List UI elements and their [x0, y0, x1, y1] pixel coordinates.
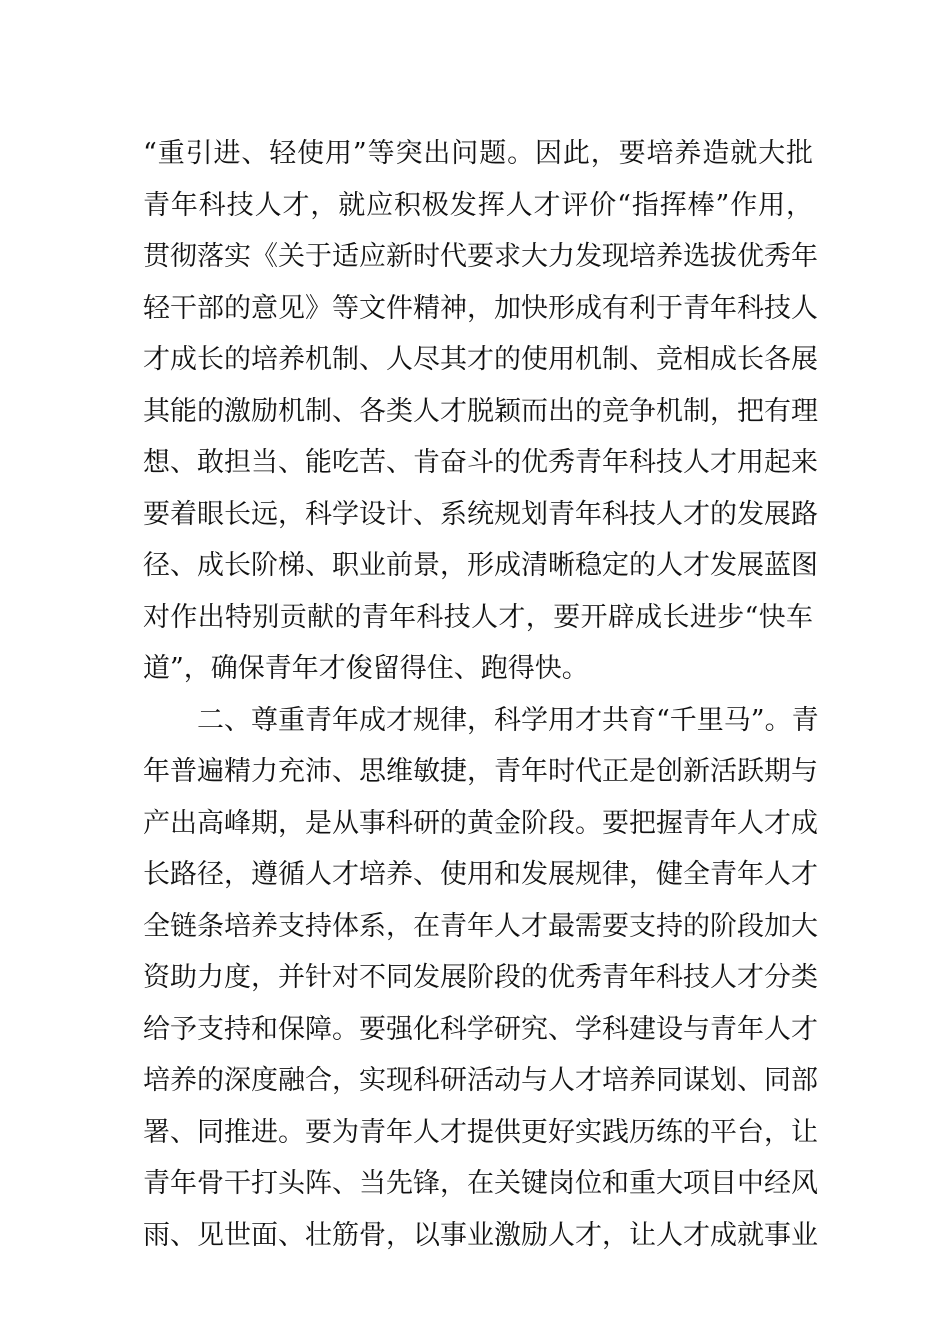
document-body [143, 128, 819, 1261]
text-line: 径、成长阶梯、职业前景，形成清晰稳定的人才发展蓝图 [143, 550, 818, 581]
text-line: 道”，确保青年才俊留得住、跑得快。 [143, 653, 589, 684]
text-line: 才成长的培养机制、人尽其才的使用机制、竞相成长各展 [143, 344, 818, 375]
text-line: 产出高峰期，是从事科研的黄金阶段。要把握青年人才成 [143, 807, 818, 839]
text-line: 轻干部的意见》等文件精神，加快形成有利于青年科技人 [143, 292, 818, 324]
section-heading-line: 二、尊重青年成才规律，科学用才共育“千里马”。青 [197, 704, 819, 736]
text-line: 雨、见世面、壮筋骨，以事业激励人才，让人才成就事业 [143, 1219, 818, 1251]
text-line: 全链条培养支持体系，在青年人才最需要支持的阶段加大 [143, 910, 818, 942]
text-line: 青年科技人才，就应积极发挥人才评价“指挥棒”作用， [143, 189, 813, 221]
text-line: 想、敢担当、能吃苦、肯奋斗的优秀青年科技人才用起来 [143, 447, 818, 478]
text-line: 资助力度，并针对不同发展阶段的优秀青年科技人才分类 [143, 962, 818, 993]
text-line: 要着眼长远，科学设计、系统规划青年科技人才的发展路 [143, 498, 818, 530]
text-line: 对作出特别贡献的青年科技人才，要开辟成长进步“快车 [143, 601, 813, 633]
text-line: 年普遍精力充沛、思维敏捷，青年时代正是创新活跃期与 [143, 756, 818, 787]
text-line: 给予支持和保障。要强化科学研究、学科建设与青年人才 [143, 1013, 818, 1045]
text-line: 贯彻落实《关于适应新时代要求大力发现培养选拔优秀年 [143, 241, 818, 272]
text-line: 长路径，遵循人才培养、使用和发展规律，健全青年人才 [143, 859, 818, 890]
text-line: 青年骨干打头阵、当先锋，在关键岗位和重大项目中经风 [143, 1168, 818, 1199]
text-line: 其能的激励机制、各类人才脱颖而出的竞争机制，把有理 [143, 395, 818, 427]
text-line: 署、同推进。要为青年人才提供更好实践历练的平台，让 [143, 1116, 818, 1148]
text-line: “重引进、轻使用”等突出问题。因此，要培养造就大批 [143, 138, 813, 169]
text-line: 培养的深度融合，实现科研活动与人才培养同谋划、同部 [143, 1065, 818, 1096]
